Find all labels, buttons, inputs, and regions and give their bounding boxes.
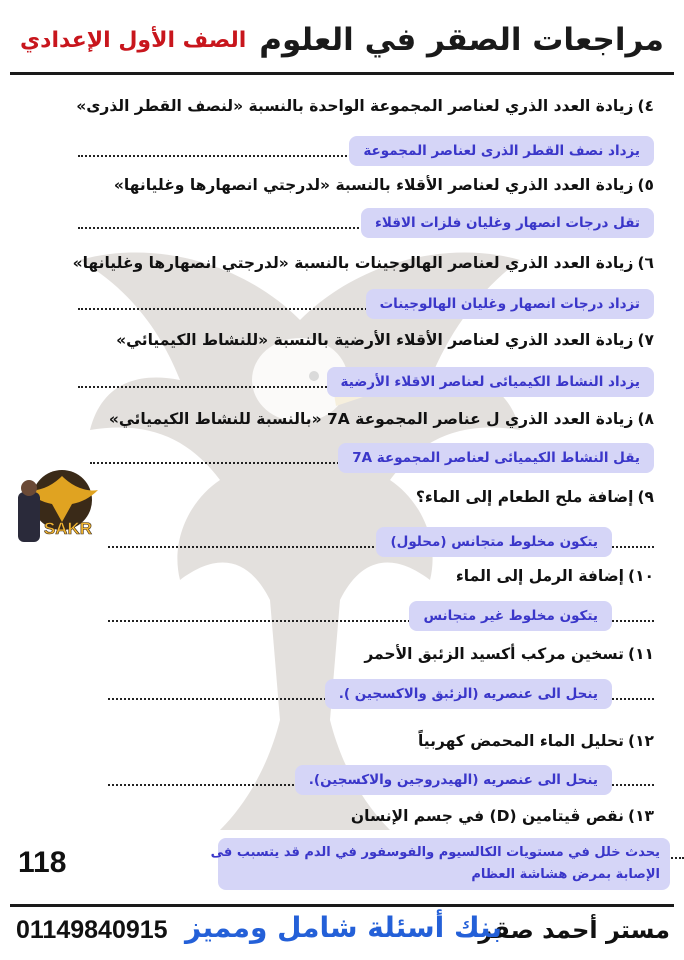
question-9: [416, 488, 654, 506]
question-7: [116, 331, 654, 349]
answer-10: يتكون مخلوط غير متجانس: [409, 601, 612, 631]
question-number: ٨): [637, 410, 654, 428]
answer-7: يزداد النشاط الكيميائى لعناصر الاقلاء الأرضية: [327, 367, 654, 397]
answer-row-12: [108, 765, 654, 795]
question-text: نقص ڤيتامين (D) في جسم الإنسان: [350, 807, 624, 825]
question-number: ٦): [637, 254, 654, 272]
footer-divider: [10, 904, 674, 907]
question-4: [76, 97, 654, 115]
question-text: تسخين مركب أكسيد الزئبق الأحمر: [364, 645, 624, 663]
question-12: [418, 732, 654, 750]
question-11: [364, 645, 654, 663]
question-text: زيادة العدد الذري لعناصر الأقلاء الأرضية بالنسبة «للنشاط الكيميائي»: [116, 331, 634, 349]
footer-bank-title: بنك أسئلة شامل ومميز: [185, 911, 502, 944]
question-text: تحليل الماء المحمض كهربياً: [417, 732, 624, 750]
answer-13-line-2: الإصابة بمرض هشاشة العظام: [471, 867, 660, 882]
question-13: [351, 807, 654, 825]
answer-8: يقل النشاط الكيميائى لعناصر المجموعة 7A: [338, 443, 654, 473]
answer-5: تقل درجات انصهار وغليان فلزات الاقلاء: [361, 208, 654, 238]
question-6: [73, 254, 654, 272]
sakr-logo-icon: [12, 462, 100, 550]
question-text: إضافة ملح الطعام إلى الماء؟: [415, 488, 634, 506]
question-number: ١٠): [627, 567, 654, 585]
answer-row-5: [78, 208, 654, 238]
answer-row-9: [108, 527, 654, 557]
header-divider: [10, 72, 674, 75]
question-number: ٤): [637, 97, 654, 115]
answer-9: يتكون مخلوط متجانس (محلول): [376, 527, 612, 557]
question-number: ١٢): [627, 732, 654, 750]
question-number: ٩): [637, 488, 654, 506]
question-10: [456, 567, 654, 585]
answer-row-10: [108, 601, 654, 631]
question-text: زيادة العدد الذري ل عناصر المجموعة 7A «بالنسبة للنشاط الكيميائي»: [108, 410, 634, 428]
grade-label: الصف الأول الإعدادي: [20, 28, 247, 53]
answer-4: يزداد نصف القطر الذرى لعناصر المجموعة: [349, 136, 654, 166]
answer-row-4: [78, 136, 654, 166]
footer-author: مستر أحمد صقر: [478, 916, 670, 944]
answer-13-line-1: يحدث خلل في مستويات الكالسيوم والفوسفور في الدم قد يتسبب فى: [210, 845, 660, 860]
question-text: زيادة العدد الذري لعناصر المجموعة الواحدة بالنسبة «لنصف القطر الذرى»: [76, 97, 634, 115]
answer-row-11: [108, 679, 654, 709]
page-number: 118: [18, 846, 67, 879]
question-number: ١١): [627, 645, 654, 663]
answer-row-7: [78, 367, 654, 397]
answer-row-8: [90, 443, 654, 473]
page-title: مراجعات الصقر في العلوم: [259, 22, 664, 58]
question-number: ٧): [637, 331, 654, 349]
question-text: زيادة العدد الذري لعناصر الهالوجينات بالنسبة «لدرجتي انصهارها وغليانها»: [72, 254, 634, 272]
question-5: [114, 176, 654, 194]
answer-13: [210, 838, 670, 890]
footer-phone: 01149840915: [16, 916, 168, 944]
answer-11: ينحل الى عنصريه (الزئبق والاكسجين ).: [325, 679, 612, 709]
question-number: ١٣): [627, 807, 654, 825]
question-8: [109, 410, 654, 428]
page-header: [8, 18, 676, 72]
answer-6: تزداد درجات انصهار وغليان الهالوجينات: [366, 289, 654, 319]
answer-12: ينحل الى عنصريه (الهيدروجين والاكسجين).: [295, 765, 612, 795]
question-text: إضافة الرمل إلى الماء: [455, 567, 624, 585]
question-number: ٥): [637, 176, 654, 194]
question-text: زيادة العدد الذري لعناصر الأقلاء بالنسبة «لدرجتي انصهارها وغليانها»: [113, 176, 634, 194]
logo-text: SAKR: [43, 519, 93, 538]
answer-row-6: [78, 289, 654, 319]
